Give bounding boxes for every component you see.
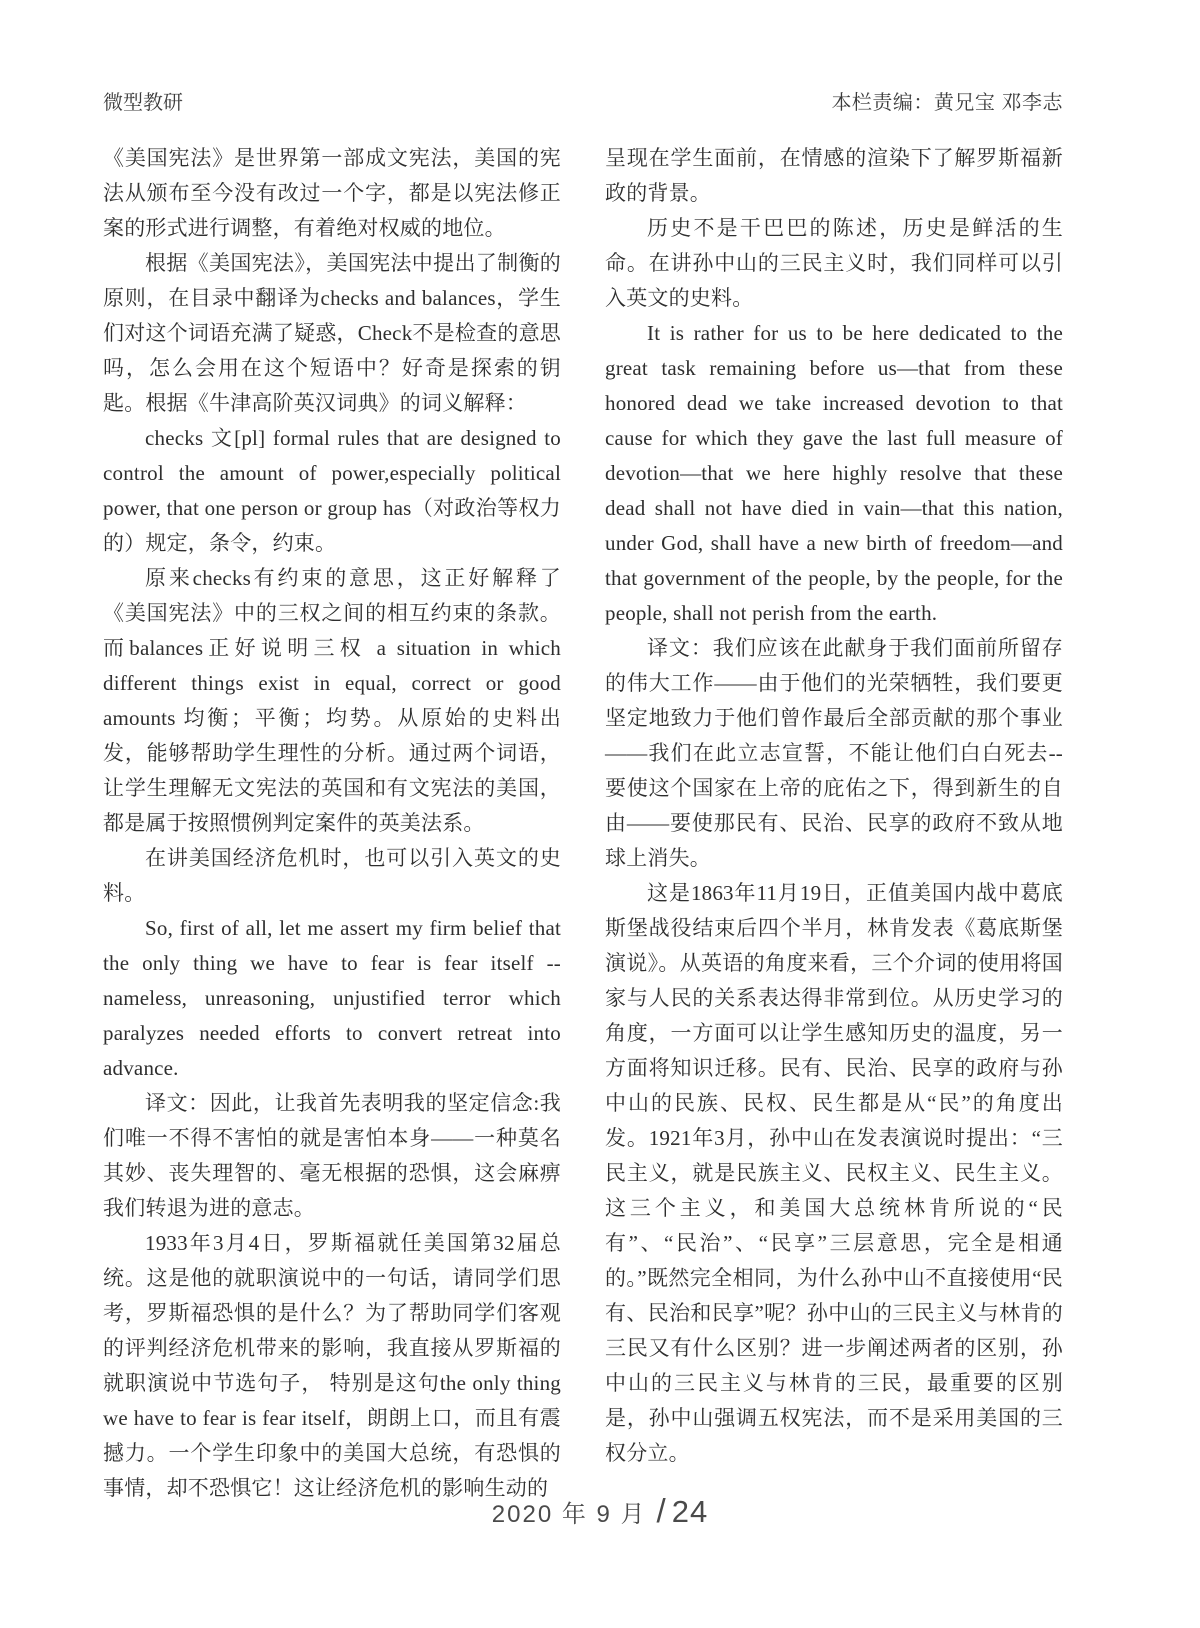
left-column	[103, 141, 561, 1506]
paragraph: 1933年3月4日，罗斯福就任美国第32届总统。这是他的就职演说中的一句话，请同学们思考，罗斯福恐惧的是什么？为了帮助同学们客观的评判经济危机带来的影响，我直接从罗斯福的就职演说中节选句子， 特别是这句the only thing we have to fear is fear itself，朗朗上口，而且有震撼力。一个学生印象中的美国大总统，有恐惧的事情，却不恐惧它！这让经济危机的影响生动的	[103, 1231, 561, 1500]
paragraph: checks 文[pl] formal rules that are designed to control the amount of power,especially political power, that one person or group has（对政治等权力的）规定，条令，约束。	[103, 426, 561, 555]
paragraph: 历史不是干巴巴的陈述，历史是鲜活的生命。在讲孙中山的三民主义时，我们同样可以引入英文的史料。	[605, 216, 1063, 310]
paragraph: 这是1863年11月19日，正值美国内战中葛底斯堡战役结束后四个半月，林肯发表《葛底斯堡演说》。从英语的角度来看，三个介词的使用将国家与人民的关系表达得非常到位。从历史学习的角度，一方面可以让学生感知历史的温度，另一方面将知识迁移。民有、民治、民享的政府与孙中山的民族、民权、民生都是从“民”的角度出发。1921年3月，孙中山在发表演说时提出：“三民主义，就是民族主义、民权主义、民生主义。这三个主义，和美国大总统林肯所说的“民有”、“民治”、“民享”三层意思，完全是相通的。”既然完全相同，为什么孙中山不直接使用“民有、民治和民享”呢？孙中山的三民主义与林肯的三民又有什么区别？进一步阐述两者的区别，孙中山的三民主义与林肯的三民，最重要的区别是，孙中山强调五权宪法，而不是采用美国的三权分立。	[605, 881, 1063, 1465]
paragraph: 原来checks有约束的意思，这正好解释了《美国宪法》中的三权之间的相互约束的条款。而balances正好说明三权 a situation in which different things exist in equal, correct or good amounts 均衡；平衡；均势。从原始的史料出发，能够帮助学生理性的分析。通过两个词语，让学生理解无文宪法的英国和有文宪法的美国，都是属于按照惯例判定案件的英美法系。	[103, 566, 561, 835]
paragraph: 在讲美国经济危机时，也可以引入英文的史料。	[103, 846, 561, 905]
paragraph: 《美国宪法》是世界第一部成文宪法，美国的宪法从颁布至今没有改过一个字，都是以宪法修正案的形式进行调整，有着绝对权威的地位。	[103, 146, 561, 240]
paragraph: 译文：因此，让我首先表明我的坚定信念:我们唯一不得不害怕的就是害怕本身——一种莫名其妙、丧失理智的、毫无根据的恐惧，这会麻痹我们转退为进的意志。	[103, 1091, 561, 1220]
paragraph: It is rather for us to be here dedicated to the great task remaining before us—that from these honored dead we take increased devotion to that cause for which they gave the last full measure of devotion—that we here highly resolve that these dead shall not have died in vain—that this nation, under God, shall have a new birth of freedom—and that government of the people, by the people, for the people, shall not perish from the earth.	[605, 321, 1063, 625]
issue-date: 2020 年 9 月	[491, 1501, 647, 1528]
article-body	[103, 141, 1063, 1506]
footer-slash: /	[656, 1492, 666, 1529]
paragraph: 呈现在学生面前，在情感的渲染下了解罗斯福新政的背景。	[605, 146, 1063, 205]
paragraph: 译文：我们应该在此献身于我们面前所留存的伟大工作——由于他们的光荣牺牲，我们要更坚定地致力于他们曾作最后全部贡献的那个事业——我们在此立志宣誓，不能让他们白白死去--要使这个国家在上帝的庇佑之下，得到新生的自由——要使那民有、民治、民享的政府不致从地球上消失。	[605, 636, 1063, 870]
editor-credit: 本栏责编：黄兄宝 邓李志	[831, 92, 1063, 114]
page-footer	[0, 1492, 1200, 1530]
paragraph: 根据《美国宪法》，美国宪法中提出了制衡的原则，在目录中翻译为checks and balances，学生们对这个词语充满了疑惑，Check不是检查的意思吗，怎么会用在这个短语中？好奇是探索的钥匙。根据《牛津高阶英汉词典》的词义解释：	[103, 251, 561, 415]
section-title: 微型教研	[103, 92, 183, 114]
paragraph: So, first of all, let me assert my firm belief that the only thing we have to fear is fear itself -- nameless, unreasoning, unjustified terror which paralyzes needed efforts to convert retreat into advance.	[103, 916, 561, 1080]
right-column	[605, 141, 1063, 1506]
page-number: 24	[671, 1494, 709, 1529]
page-header	[103, 86, 1063, 115]
